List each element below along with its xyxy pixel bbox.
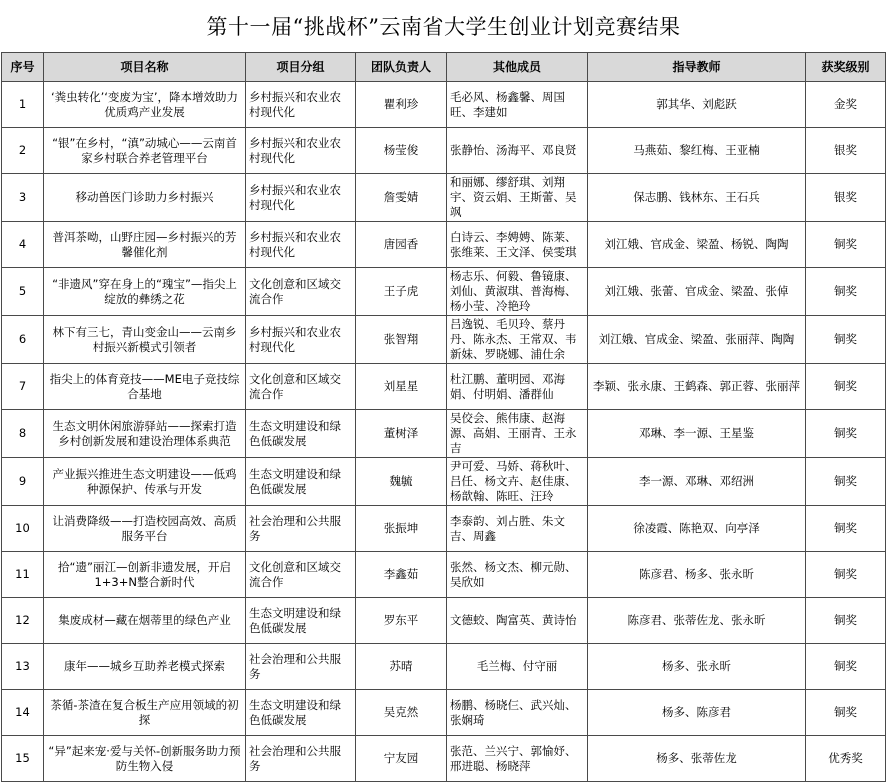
cell-group[interactable]: 乡村振兴和农业农村现代化 <box>246 174 356 222</box>
cell-project-name[interactable]: “银”在乡村，“滇”动城心——云南首家乡村联合养老管理平台 <box>44 128 246 174</box>
cell-group[interactable]: 生态文明建设和绿色低碳发展 <box>246 598 356 644</box>
cell-group[interactable]: 生态文明建设和绿色低碳发展 <box>246 690 356 736</box>
cell-members[interactable]: 李泰韵、刘占胜、朱文吉、周鑫 <box>447 506 588 552</box>
cell-award[interactable]: 铜奖 <box>806 506 886 552</box>
cell-group[interactable]: 文化创意和区域交流合作 <box>246 552 356 598</box>
cell-project-name[interactable]: 让消费降级——打造校园高效、高质服务平台 <box>44 506 246 552</box>
column-header-award[interactable]: 获奖级别 <box>806 53 886 82</box>
cell-project-name[interactable]: 康年——城乡互助养老模式探索 <box>44 644 246 690</box>
cell-leader[interactable]: 刘星星 <box>356 364 447 410</box>
table-row <box>2 506 886 552</box>
cell-award[interactable]: 银奖 <box>806 128 886 174</box>
results-table <box>1 52 886 782</box>
cell-no[interactable]: 4 <box>2 222 44 268</box>
cell-project-name[interactable]: 茶循-茶渣在复合板生产应用领域的初探 <box>44 690 246 736</box>
table-row <box>2 364 886 410</box>
cell-award[interactable]: 铜奖 <box>806 552 886 598</box>
cell-project-name[interactable]: 移动兽医门诊助力乡村振兴 <box>44 174 246 222</box>
cell-members[interactable]: 吕逸锐、毛贝玲、蔡丹丹、陈永杰、王常双、韦新妹、罗晓娜、浦仕余 <box>447 316 588 364</box>
cell-group[interactable]: 乡村振兴和农业农村现代化 <box>246 222 356 268</box>
table-row <box>2 644 886 690</box>
cell-teachers[interactable]: 刘江娥、官成金、梁盈、杨锐、陶陶 <box>588 222 806 268</box>
cell-award[interactable]: 优秀奖 <box>806 736 886 782</box>
page-title: 第十一届“挑战杯”云南省大学生创业计划竞赛结果 <box>206 15 681 39</box>
cell-no[interactable]: 13 <box>2 644 44 690</box>
cell-teachers[interactable]: 陈彦君、张蒂佐龙、张永昕 <box>588 598 806 644</box>
cell-teachers[interactable]: 杨多、陈彦君 <box>588 690 806 736</box>
cell-members[interactable]: 文德蛟、陶富英、黄诗怡 <box>447 598 588 644</box>
cell-project-name[interactable]: 普洱茶呦，山野庄园—乡村振兴的芳馨催化剂 <box>44 222 246 268</box>
cell-leader[interactable]: 苏晴 <box>356 644 447 690</box>
cell-leader[interactable]: 吴克然 <box>356 690 447 736</box>
cell-teachers[interactable]: 刘江娥、张蕾、官成金、梁盈、张倬 <box>588 268 806 316</box>
cell-group[interactable]: 文化创意和区域交流合作 <box>246 268 356 316</box>
cell-teachers[interactable]: 李颖、张永康、王鹤森、郭正蓉、张丽萍 <box>588 364 806 410</box>
cell-no[interactable]: 11 <box>2 552 44 598</box>
cell-award[interactable]: 金奖 <box>806 82 886 128</box>
cell-award[interactable]: 铜奖 <box>806 410 886 458</box>
cell-award[interactable]: 铜奖 <box>806 644 886 690</box>
column-header-members[interactable]: 其他成员 <box>447 53 588 82</box>
cell-group[interactable]: 乡村振兴和农业农村现代化 <box>246 316 356 364</box>
cell-no[interactable]: 14 <box>2 690 44 736</box>
header-row <box>2 53 886 82</box>
cell-no[interactable]: 6 <box>2 316 44 364</box>
cell-members[interactable]: 毛必风、杨鑫馨、周国旺、李建如 <box>447 82 588 128</box>
column-header-project-name[interactable]: 项目名称 <box>44 53 246 82</box>
cell-teachers[interactable]: 马燕茹、黎红梅、王亚楠 <box>588 128 806 174</box>
cell-members[interactable]: 张然、杨文杰、柳元勋、吴欣如 <box>447 552 588 598</box>
table-row <box>2 410 886 458</box>
cell-award[interactable]: 铜奖 <box>806 222 886 268</box>
cell-project-name[interactable]: 集废成材—藏在烟蒂里的绿色产业 <box>44 598 246 644</box>
cell-members[interactable]: 吴佼会、熊伟康、赵海源、高娟、王丽青、王永吉 <box>447 410 588 458</box>
cell-award[interactable]: 铜奖 <box>806 364 886 410</box>
cell-leader[interactable]: 董树泽 <box>356 410 447 458</box>
cell-leader[interactable]: 杨莹俊 <box>356 128 447 174</box>
table-row <box>2 598 886 644</box>
table-row <box>2 690 886 736</box>
cell-no[interactable]: 3 <box>2 174 44 222</box>
cell-group[interactable]: 社会治理和公共服务 <box>246 506 356 552</box>
table-row <box>2 458 886 506</box>
column-header-teachers[interactable]: 指导教师 <box>588 53 806 82</box>
cell-no[interactable]: 10 <box>2 506 44 552</box>
table-row <box>2 736 886 782</box>
table-row <box>2 174 886 222</box>
cell-group[interactable]: 乡村振兴和农业农村现代化 <box>246 128 356 174</box>
cell-teachers[interactable]: 李一源、邓琳、邓绍洲 <box>588 458 806 506</box>
cell-leader[interactable]: 唐园香 <box>356 222 447 268</box>
cell-project-name[interactable]: 产业振兴推进生态文明建设——低鸡种源保护、传承与开发 <box>44 458 246 506</box>
cell-no[interactable]: 5 <box>2 268 44 316</box>
cell-award[interactable]: 铜奖 <box>806 316 886 364</box>
cell-members[interactable]: 杨鹏、杨晓仨、武兴灿、张娴琦 <box>447 690 588 736</box>
cell-no[interactable]: 2 <box>2 128 44 174</box>
cell-teachers[interactable]: 郭其华、刘彪跃 <box>588 82 806 128</box>
cell-project-name[interactable]: “非遗风”穿在身上的“瑰宝”—指尖上绽放的彝绣之花 <box>44 268 246 316</box>
cell-no[interactable]: 9 <box>2 458 44 506</box>
table-row <box>2 128 886 174</box>
cell-no[interactable]: 12 <box>2 598 44 644</box>
cell-project-name[interactable]: 拾“遗”丽江—创新非遗发展，开启1+3+N整合新时代 <box>44 552 246 598</box>
cell-leader[interactable]: 魏毓 <box>356 458 447 506</box>
cell-teachers[interactable]: 邓琳、李一源、王星鉴 <box>588 410 806 458</box>
cell-members[interactable]: 尹可爱、马娇、蒋秋叶、吕任、杨文卉、赵佳康、杨歆翰、陈旺、汪玲 <box>447 458 588 506</box>
column-header-group[interactable]: 项目分组 <box>246 53 356 82</box>
cell-leader[interactable]: 瞿利珍 <box>356 82 447 128</box>
cell-award[interactable]: 铜奖 <box>806 598 886 644</box>
cell-award[interactable]: 铜奖 <box>806 690 886 736</box>
cell-members[interactable]: 张范、兰兴宁、郭愉妤、邢进聪、杨晓萍 <box>447 736 588 782</box>
cell-group[interactable]: 社会治理和公共服务 <box>246 736 356 782</box>
cell-project-name[interactable]: 生态文明休闲旅游驿站——探索打造乡村创新发展和建设治理体系典范 <box>44 410 246 458</box>
cell-leader[interactable]: 张振坤 <box>356 506 447 552</box>
cell-group[interactable]: 乡村振兴和农业农村现代化 <box>246 82 356 128</box>
cell-leader[interactable]: 詹雯婧 <box>356 174 447 222</box>
cell-project-name[interactable]: 林下有三七，青山变金山——云南乡村振兴新模式引领者 <box>44 316 246 364</box>
cell-teachers[interactable]: 刘江娥、官成金、梁盈、张丽萍、陶陶 <box>588 316 806 364</box>
cell-leader[interactable]: 宁友园 <box>356 736 447 782</box>
table-row <box>2 82 886 128</box>
cell-project-name[interactable]: ‘粪虫转化’‘变废为宝’，降本增效助力优质鸡产业发展 <box>44 82 246 128</box>
cell-members[interactable]: 和丽娜、缪舒琪、刘翔宇、资云娟、王斯蕾、吴飒 <box>447 174 588 222</box>
cell-award[interactable]: 银奖 <box>806 174 886 222</box>
cell-group[interactable]: 生态文明建设和绿色低碳发展 <box>246 458 356 506</box>
cell-members[interactable]: 杨志乐、何毅、鲁镜康、刘仙、黄淑琪、普海梅、杨小莹、冷艳玲 <box>447 268 588 316</box>
cell-award[interactable]: 铜奖 <box>806 458 886 506</box>
cell-members[interactable]: 杜江鹏、董明园、邓海娟、付明娟、潘群仙 <box>447 364 588 410</box>
cell-project-name[interactable]: “异”起来宠·爱与关怀-创新服务助力预防生物入侵 <box>44 736 246 782</box>
cell-teachers[interactable]: 杨多、张永昕 <box>588 644 806 690</box>
cell-group[interactable]: 生态文明建设和绿色低碳发展 <box>246 410 356 458</box>
cell-award[interactable]: 铜奖 <box>806 268 886 316</box>
column-header-no[interactable]: 序号 <box>2 53 44 82</box>
cell-teachers[interactable]: 保志鹏、钱林东、王石兵 <box>588 174 806 222</box>
cell-leader[interactable]: 李鑫茹 <box>356 552 447 598</box>
cell-project-name[interactable]: 指尖上的体育竞技——ME电子竞技综合基地 <box>44 364 246 410</box>
table-row <box>2 552 886 598</box>
column-header-leader[interactable]: 团队负责人 <box>356 53 447 82</box>
cell-members[interactable]: 白诗云、李娉娉、陈莱、张维莱、王文泽、侯雯琪 <box>447 222 588 268</box>
cell-group[interactable]: 文化创意和区域交流合作 <box>246 364 356 410</box>
cell-members[interactable]: 张静怡、汤海平、邓良贤 <box>447 128 588 174</box>
table-row <box>2 222 886 268</box>
cell-group[interactable]: 社会治理和公共服务 <box>246 644 356 690</box>
cell-teachers[interactable]: 徐凌霞、陈艳双、向亭泽 <box>588 506 806 552</box>
cell-leader[interactable]: 王子虎 <box>356 268 447 316</box>
table-row <box>2 316 886 364</box>
cell-leader[interactable]: 罗东平 <box>356 598 447 644</box>
cell-no[interactable]: 7 <box>2 364 44 410</box>
cell-members[interactable]: 毛兰梅、付守丽 <box>447 644 588 690</box>
cell-leader[interactable]: 张智翔 <box>356 316 447 364</box>
table-row <box>2 268 886 316</box>
cell-no[interactable]: 1 <box>2 82 44 128</box>
cell-no[interactable]: 8 <box>2 410 44 458</box>
cell-teachers[interactable]: 陈彦君、杨多、张永昕 <box>588 552 806 598</box>
cell-no[interactable]: 15 <box>2 736 44 782</box>
cell-teachers[interactable]: 杨多、张蒂佐龙 <box>588 736 806 782</box>
